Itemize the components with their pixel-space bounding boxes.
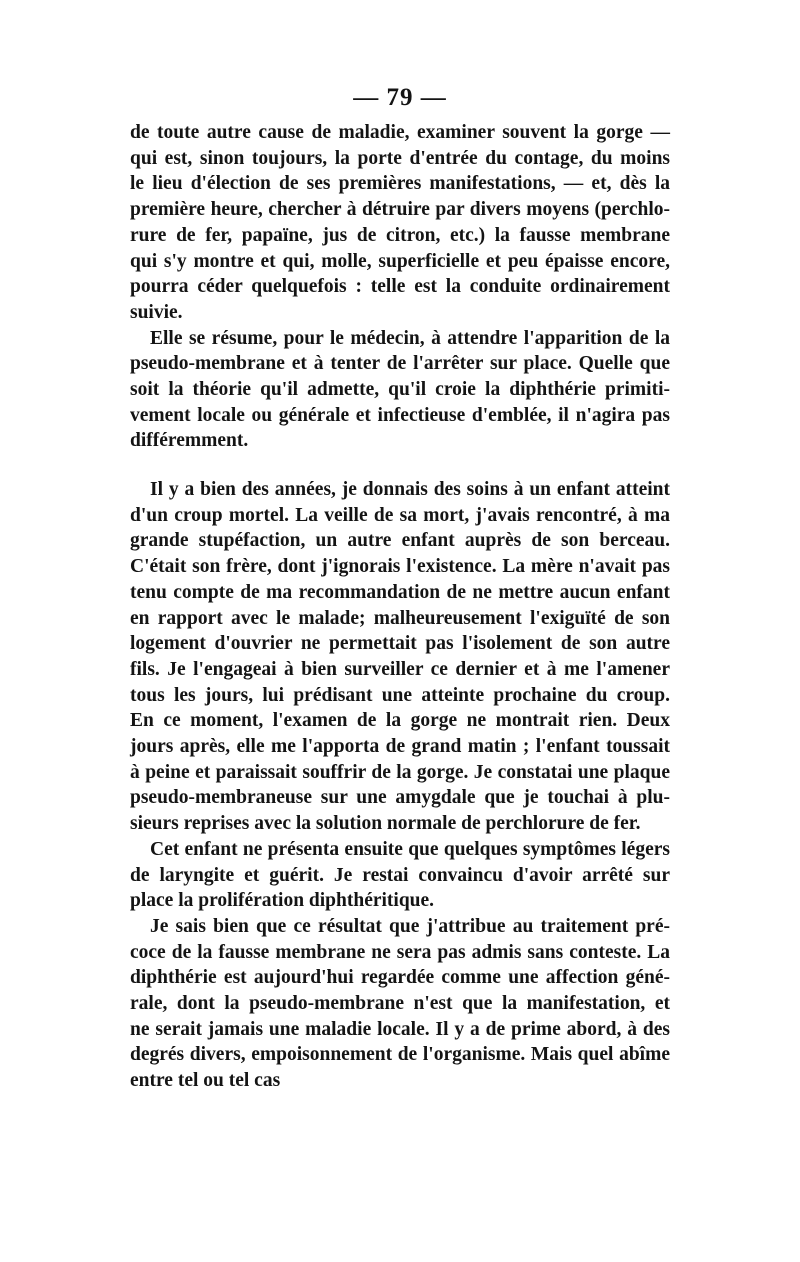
text-line: ne serait jamais une maladie locale. Il y a de prime abord, à des	[130, 1018, 670, 1040]
text-line: C'était son frère, dont j'ignorais l'existence. La mère n'avait pas	[130, 556, 670, 578]
paragraph	[130, 837, 670, 914]
text-line: rale, dont la pseudo-membrane n'est que la manifestation, et	[130, 993, 670, 1015]
text-line: place la prolifération diphthéritique.	[130, 890, 435, 912]
text-line: pseudo-membrane et à tenter de l'arrêter sur place. Quelle que	[130, 353, 670, 375]
paragraph	[130, 326, 670, 455]
text-line: grande stupéfaction, un autre enfant auprès de son berceau.	[130, 530, 670, 552]
text-block-top	[130, 120, 670, 454]
text-line: de laryngite et guérit. Je restai convaincu d'avoir arrêté sur	[130, 864, 670, 886]
text-line: sieurs reprises avec la solution normale de perchlorure de fer.	[130, 813, 641, 835]
text-line: première heure, chercher à détruire par divers moyens (perchlo-	[130, 199, 670, 221]
text-line: logement d'ouvrier ne permettait pas l'isolement de son autre	[130, 633, 670, 655]
text-line: en rapport avec le malade; malheureusement l'exiguïté de son	[130, 607, 670, 629]
paragraph	[130, 914, 670, 1094]
paragraph	[130, 477, 670, 837]
text-line: tenu compte de ma recommandation de ne mettre aucun enfant	[130, 581, 670, 603]
text-line: diphthérie est aujourd'hui regardée comme une affection géné-	[130, 967, 670, 989]
text-line: le lieu d'élection de ses premières manifestations, — et, dès la	[130, 173, 670, 195]
text-line: suivie.	[130, 301, 183, 323]
text-line: En ce moment, l'examen de la gorge ne montrait rien. Deux	[130, 710, 670, 732]
text-line: Je sais bien que ce résultat que j'attribue au traitement pré-	[150, 915, 670, 937]
text-line: qui est, sinon toujours, la porte d'entrée du contage, du moins	[130, 147, 670, 169]
text-line: coce de la fausse membrane ne sera pas admis sans conteste. La	[130, 941, 670, 963]
text-line: Elle se résume, pour le médecin, à attendre l'apparition de la	[150, 327, 670, 349]
text-line: vement locale ou générale et infectieuse d'emblée, il n'agira pas	[130, 404, 670, 426]
text-line: degrés divers, empoisonnement de l'organisme. Mais quel abîme	[130, 1044, 670, 1066]
page-number: — 79 —	[353, 84, 447, 111]
text-line: pourra céder quelquefois : telle est la conduite ordinairement	[130, 276, 670, 298]
text-line: différemment.	[130, 430, 249, 452]
text-line: fils. Je l'engageai à bien surveiller ce dernier et à me l'amener	[130, 658, 670, 680]
text-line: Cet enfant ne présenta ensuite que quelques symptômes légers	[150, 838, 670, 860]
text-line: soit la théorie qu'il admette, qu'il croie la diphthérie primiti-	[130, 379, 670, 401]
text-line: pseudo-membraneuse sur une amygdale que je touchai à plu-	[130, 787, 670, 809]
text-line: qui s'y montre et qui, molle, superficielle et peu épaisse encore,	[130, 250, 670, 272]
text-line: tous les jours, lui prédisant une atteinte prochaine du croup.	[130, 684, 670, 706]
text-line: entre tel ou tel cas	[130, 1070, 281, 1092]
text-block-bottom	[130, 477, 670, 1094]
text-line: d'un croup mortel. La veille de sa mort, j'avais rencontré, à ma	[130, 504, 670, 526]
text-line: jours après, elle me l'apporta de grand matin ; l'enfant toussait	[130, 736, 670, 758]
text-line: rure de fer, papaïne, jus de citron, etc.) la fausse membrane	[130, 224, 670, 246]
paragraph	[130, 120, 670, 326]
text-line: à peine et paraissait souffrir de la gorge. Je constatai une plaque	[130, 761, 670, 783]
text-line: Il y a bien des années, je donnais des soins à un enfant atteint	[150, 479, 670, 500]
text-line: de toute autre cause de maladie, examiner souvent la gorge —	[130, 122, 670, 143]
